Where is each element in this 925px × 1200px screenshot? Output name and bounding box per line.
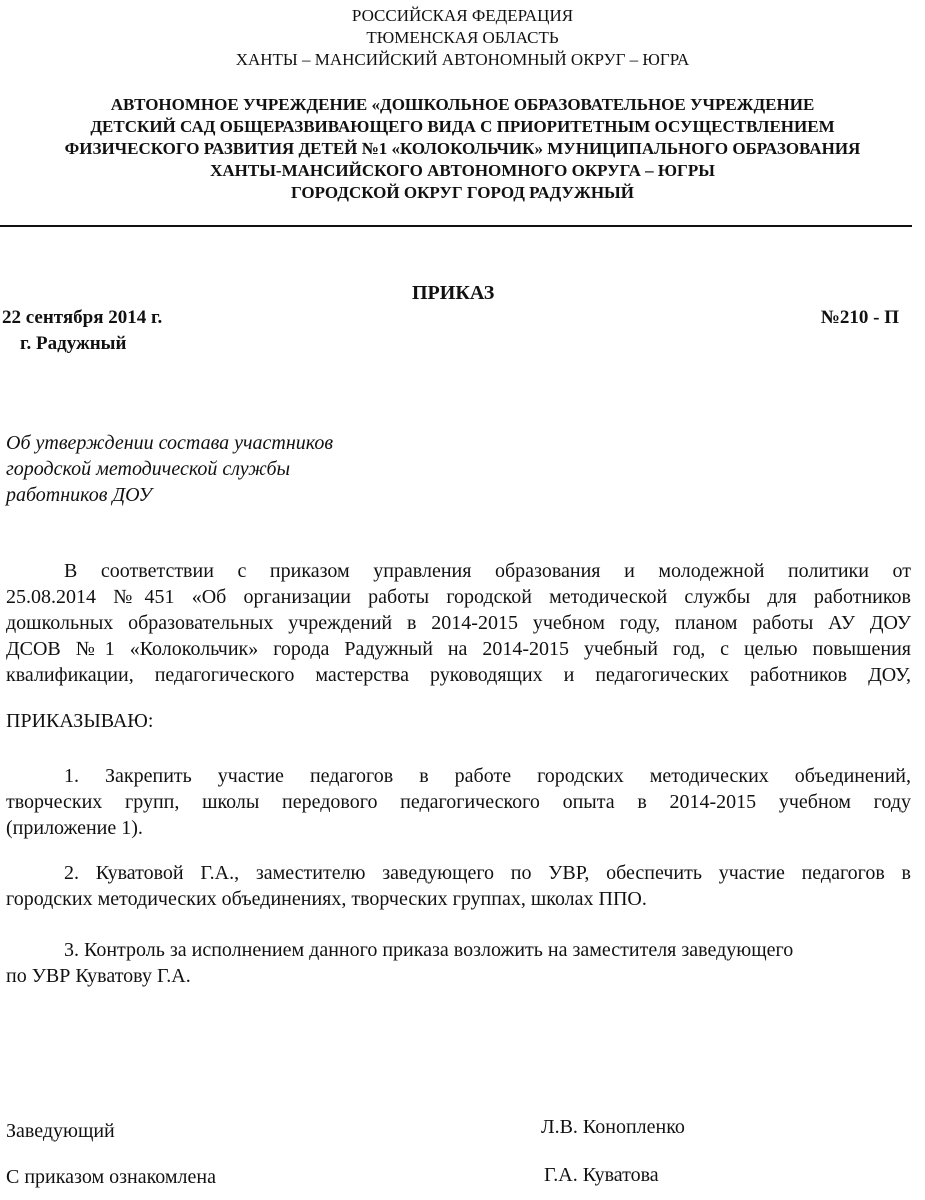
order-item-1 [6,763,911,841]
preamble-line: ДСОВ №1 «Колокольчик» города Радужный на 2014-2015 учебный год, с целью повышения [6,638,911,660]
order-subject [6,430,333,508]
region-line: ТЮМЕНСКАЯ ОБЛАСТЬ [366,28,559,47]
directive-heading: ПРИКАЗЫВАЮ: [6,710,154,732]
subject-line: Об утверждении состава участников [6,432,334,454]
item-line: по УВР Куватову Г.А. [6,965,191,987]
acknowledgement-role: С приказом ознакомлена [6,1166,216,1188]
country-line: РОССИЙСКАЯ ФЕДЕРАЦИЯ [351,6,574,25]
subject-line: городской методической службы [6,458,291,480]
item-line: 2. Куватовой Г.А., заместителю заведующего по УВР, обеспечить участие педагогов в [64,862,911,884]
order-number: №210 - П [820,307,899,328]
organization-line: ФИЗИЧЕСКОГО РАЗВИТИЯ ДЕТЕЙ №1 «КОЛОКОЛЬЧИК» МУНИЦИПАЛЬНОГО ОБРАЗОВАНИЯ [64,139,861,158]
item-line: творческих групп, школы передового педагогического опыта в 2014-2015 учебном году [6,791,911,813]
order-title: ПРИКАЗ [412,282,495,304]
subject-line: работников ДОУ [6,484,152,506]
signature-name: Л.В. Конопленко [541,1116,685,1138]
district-line: ХАНТЫ – МАНСИЙСКИЙ АВТОНОМНЫЙ ОКРУГ – ЮГРА [235,50,690,69]
header-divider [0,225,912,227]
order-date: 22 сентября 2014 г. [2,307,163,328]
preamble-line: В соответствии с приказом управления образования и молодежной политики от [64,560,911,582]
item-line: (приложение 1). [6,817,143,839]
preamble-line: дошкольных образовательных учреждений в 2014-2015 учебном году, планом работы АУ ДОУ [6,612,911,634]
item-line: 3. Контроль за исполнением данного приказа возложить на заместителя заведующего [64,939,794,961]
preamble-line: квалификации, педагогического мастерства руководящих и педагогических работников ДОУ, [6,664,911,686]
item-line: городских методических объединениях, творческих группах, школах ППО. [6,888,647,910]
preamble-paragraph [6,558,911,688]
order-item-2 [6,860,911,912]
organization-line: ХАНТЫ-МАНСИЙСКОГО АВТОНОМНОГО ОКРУГА – ЮГРЫ [210,161,715,180]
signature-role: Заведующий [6,1120,115,1142]
acknowledgement-name: Г.А. Куватова [544,1164,659,1186]
organization-line: ГОРОДСКОЙ ОКРУГ ГОРОД РАДУЖНЫЙ [291,183,634,202]
organization-line: АВТОНОМНОЕ УЧРЕЖДЕНИЕ «ДОШКОЛЬНОЕ ОБРАЗОВАТЕЛЬНОЕ УЧРЕЖДЕНИЕ [110,95,815,114]
order-city: г. Радужный [20,333,127,354]
preamble-line: 25.08.2014 №451 «Об организации работы городской методической службы для работников [6,586,911,608]
item-line: 1. Закрепить участие педагогов в работе городских методических объединений, [64,765,911,787]
organization-line: ДЕТСКИЙ САД ОБЩЕРАЗВИВАЮЩЕГО ВИДА С ПРИОРИТЕТНЫМ ОСУЩЕСТВЛЕНИЕМ [90,117,835,136]
